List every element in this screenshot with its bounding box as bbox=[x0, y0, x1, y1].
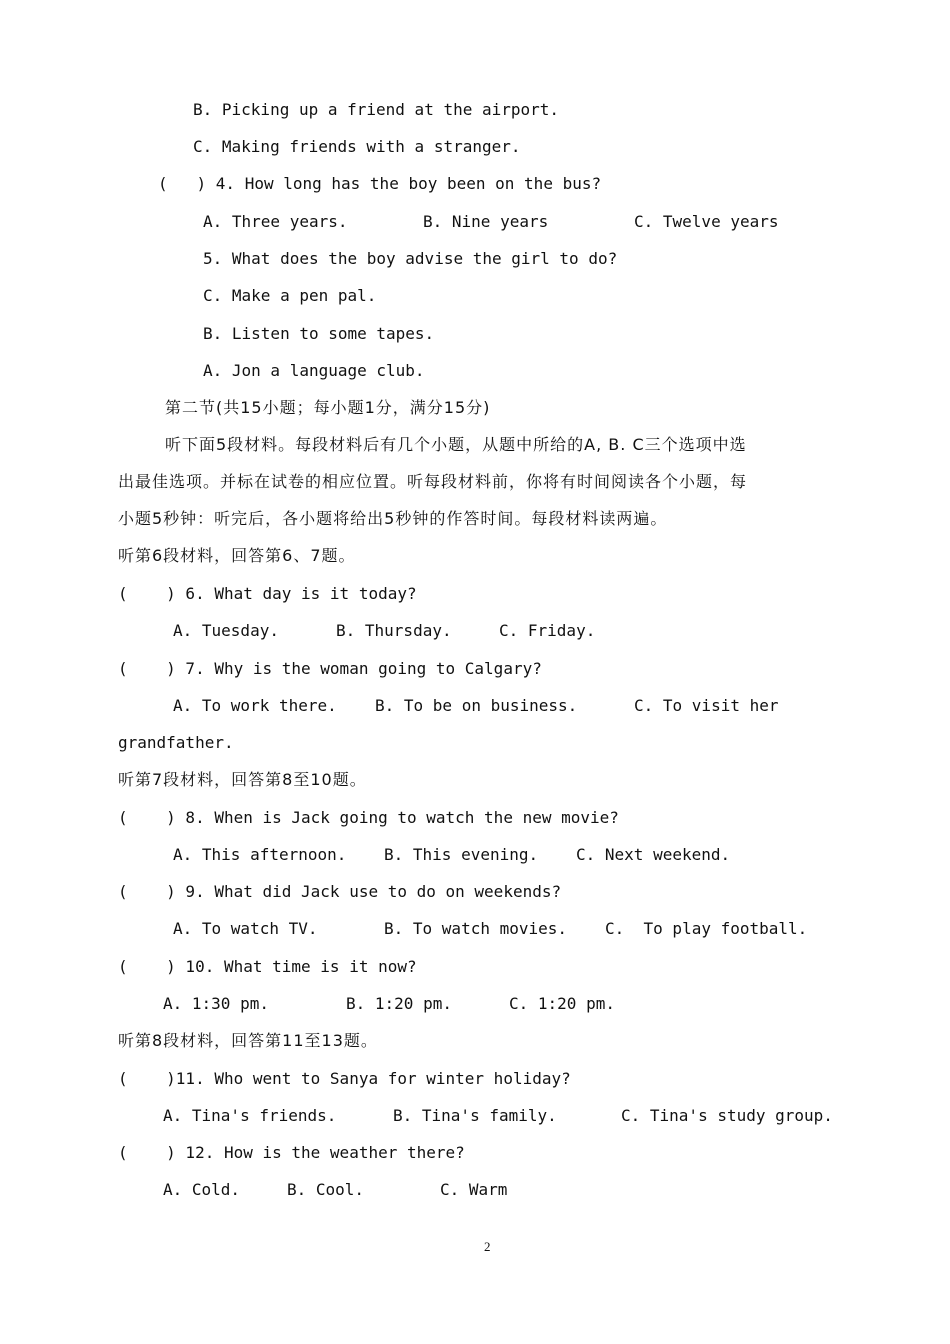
q8-option-c: C. Next weekend. bbox=[576, 845, 731, 864]
q10-option-a: A. 1:30 pm. bbox=[163, 994, 269, 1013]
question-6: ( ) 6. What day is it today? bbox=[118, 584, 417, 603]
instructions-line-1: 听下面5段材料。每段材料后有几个小题，从题中所给的A, B. C三个选项中选 bbox=[165, 435, 747, 454]
question-9: ( ) 9. What did Jack use to do on weekends? bbox=[118, 882, 562, 901]
q12-option-c: C. Warm bbox=[440, 1180, 508, 1199]
question-4: ( ) 4. How long has the boy been on the bus? bbox=[158, 174, 602, 193]
instructions-line-3: 小题5秒钟：听完后，各小题将给出5秒钟的作答时间。每段材料读两遍。 bbox=[118, 509, 668, 528]
q8-option-b: B. This evening. bbox=[384, 845, 539, 864]
q11-option-a: A. Tina's friends. bbox=[163, 1106, 337, 1125]
question-12: ( ) 12. How is the weather there? bbox=[118, 1143, 465, 1162]
q12-option-a: A. Cold. bbox=[163, 1180, 241, 1199]
passage-6-heading: 听第6段材料，回答第6、7题。 bbox=[118, 546, 356, 565]
instructions-line-2: 出最佳选项。并标在试卷的相应位置。听每段材料前，你将有时间阅读各个小题，每 bbox=[118, 472, 748, 491]
q10-option-b: B. 1:20 pm. bbox=[346, 994, 452, 1013]
passage-8-heading: 听第8段材料，回答第11至13题。 bbox=[118, 1031, 378, 1050]
q11-option-b: B. Tina's family. bbox=[393, 1106, 557, 1125]
q4-option-c: C. Twelve years bbox=[634, 212, 779, 231]
question-8: ( ) 8. When is Jack going to watch the new movie? bbox=[118, 808, 619, 827]
q4-option-a: A. Three years. bbox=[203, 212, 348, 231]
q7-option-c-continued: grandfather. bbox=[118, 733, 234, 752]
q5-option-a: A. Jon a language club. bbox=[203, 361, 425, 380]
passage-7-heading: 听第7段材料，回答第8至10题。 bbox=[118, 770, 367, 789]
question-5: 5. What does the boy advise the girl to do? bbox=[203, 249, 618, 268]
page-number: 2 bbox=[484, 1239, 491, 1254]
q7-option-b: B. To be on business. bbox=[375, 696, 578, 715]
q12-option-b: B. Cool. bbox=[287, 1180, 365, 1199]
q3-option-c: C. Making friends with a stranger. bbox=[193, 137, 521, 156]
q6-option-c: C. Friday. bbox=[499, 621, 596, 640]
question-11: ( )11. Who went to Sanya for winter holiday? bbox=[118, 1069, 571, 1088]
q9-option-a: A. To watch TV. bbox=[173, 919, 318, 938]
q5-option-b: B. Listen to some tapes. bbox=[203, 324, 435, 343]
q7-option-c: C. To visit her bbox=[634, 696, 779, 715]
q6-option-b: B. Thursday. bbox=[336, 621, 452, 640]
q4-option-b: B. Nine years bbox=[423, 212, 549, 231]
q7-option-a: A. To work there. bbox=[173, 696, 337, 715]
q11-option-c: C. Tina's study group. bbox=[621, 1106, 833, 1125]
q6-option-a: A. Tuesday. bbox=[173, 621, 279, 640]
q9-option-c: C. To play football. bbox=[605, 919, 808, 938]
q10-option-c: C. 1:20 pm. bbox=[509, 994, 615, 1013]
q3-option-b: B. Picking up a friend at the airport. bbox=[193, 100, 560, 119]
section-heading: 第二节(共15小题；每小题1分，满分15分) bbox=[165, 398, 491, 417]
question-10: ( ) 10. What time is it now? bbox=[118, 957, 417, 976]
question-7: ( ) 7. Why is the woman going to Calgary? bbox=[118, 659, 542, 678]
q9-option-b: B. To watch movies. bbox=[384, 919, 568, 938]
q8-option-a: A. This afternoon. bbox=[173, 845, 347, 864]
q5-option-c: C. Make a pen pal. bbox=[203, 286, 377, 305]
